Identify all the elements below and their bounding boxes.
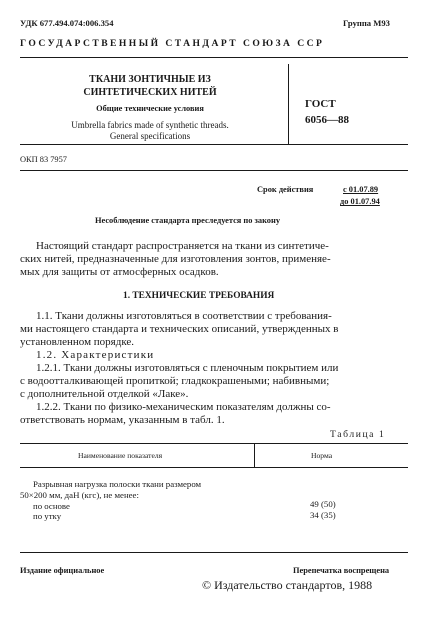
table-row-label-1: Разрывная нагрузка полоски ткани размером [33,479,202,489]
section-1-line-3: установленном порядке. [20,336,135,348]
state-standard-heading: ГОСУДАРСТВЕННЫЙ СТАНДАРТ СОЮЗА ССР [20,38,325,49]
group-code: Группа М93 [343,18,390,28]
gost-label: ГОСТ [305,98,336,110]
intro-line-1: Настоящий стандарт распространяется на ткани из синтетиче- [36,240,329,252]
section-1-line-2: ми настоящего стандарта и технических описаний, утвержденных в [20,323,339,335]
okp-code: ОКП 83 7957 [20,155,67,164]
validity-to: до 01.07.94 [340,197,380,206]
section-1-line-6: с водоотталкивающей пропиткой; гладкокрашеными; набивными; [20,375,330,387]
table-value-warp: 49 (50) [310,499,336,509]
table-value-weft: 34 (35) [310,510,336,520]
table-row-label-3: по основе [33,501,70,511]
gost-number: 6056—88 [305,114,349,126]
section-1-line-1: 1.1. Ткани должны изготовляться в соответствии с требования- [36,310,332,322]
title-line-1: ТКАНИ ЗОНТИЧНЫЕ ИЗ [89,74,211,85]
table-row-label-2: 50×200 мм, даН (кгс), не менее: [20,490,139,500]
table-header-divider [254,443,255,467]
intro-line-3: мых для защиты от атмосферных осадков. [20,266,219,278]
validity-from: с 01.07.89 [343,185,379,194]
title-bottom-rule [20,144,408,145]
udk-code: УДК 677.494.074:006.354 [20,18,114,28]
table-header-rule [20,467,408,468]
section-1-line-8: 1.2.2. Ткани по физико-механическим показателям должны со- [36,401,331,413]
table-row-label-4: по утку [33,511,62,521]
table-top-rule [20,443,408,444]
table-caption: Таблица 1 [330,429,386,440]
title-divider [288,64,289,144]
section-1-line-7: с дополнительной отделкой «Лаке». [20,388,189,400]
law-warning: Несоблюдение стандарта преследуется по закону [95,216,281,225]
copyright-line: © Издательство стандартов, 1988 [202,578,373,592]
section-1-line-9: ответствовать нормам, указанным в табл. 1. [20,414,225,426]
section-1-line-5: 1.2.1. Ткани должны изготовляться с пленочным покрытием или [36,362,339,374]
section-1-line-4: 1.2. Характеристики [36,349,155,361]
footer-rule [20,552,408,553]
title-english-line-2: General specifications [109,131,191,141]
title-subtitle: Общие технические условия [96,104,204,113]
title-line-2: СИНТЕТИЧЕСКИХ НИТЕЙ [83,87,217,98]
edition-note: Издание официальное [20,566,105,575]
top-rule [20,57,408,58]
section-1-title: 1. ТЕХНИЧЕСКИЕ ТРЕБОВАНИЯ [123,291,275,301]
title-english-line-1: Umbrella fabrics made of synthetic threads. [71,120,229,130]
intro-line-2: ских нитей, предназначенные для изготовления зонтов, применяе- [20,253,331,265]
okp-rule [20,170,408,171]
table-col-indicator: Наименование показателя [78,451,163,460]
table-col-norm: Норма [311,451,333,460]
validity-label: Срок действия [257,185,314,194]
reprint-note: Перепечатка воспрещена [293,566,390,575]
